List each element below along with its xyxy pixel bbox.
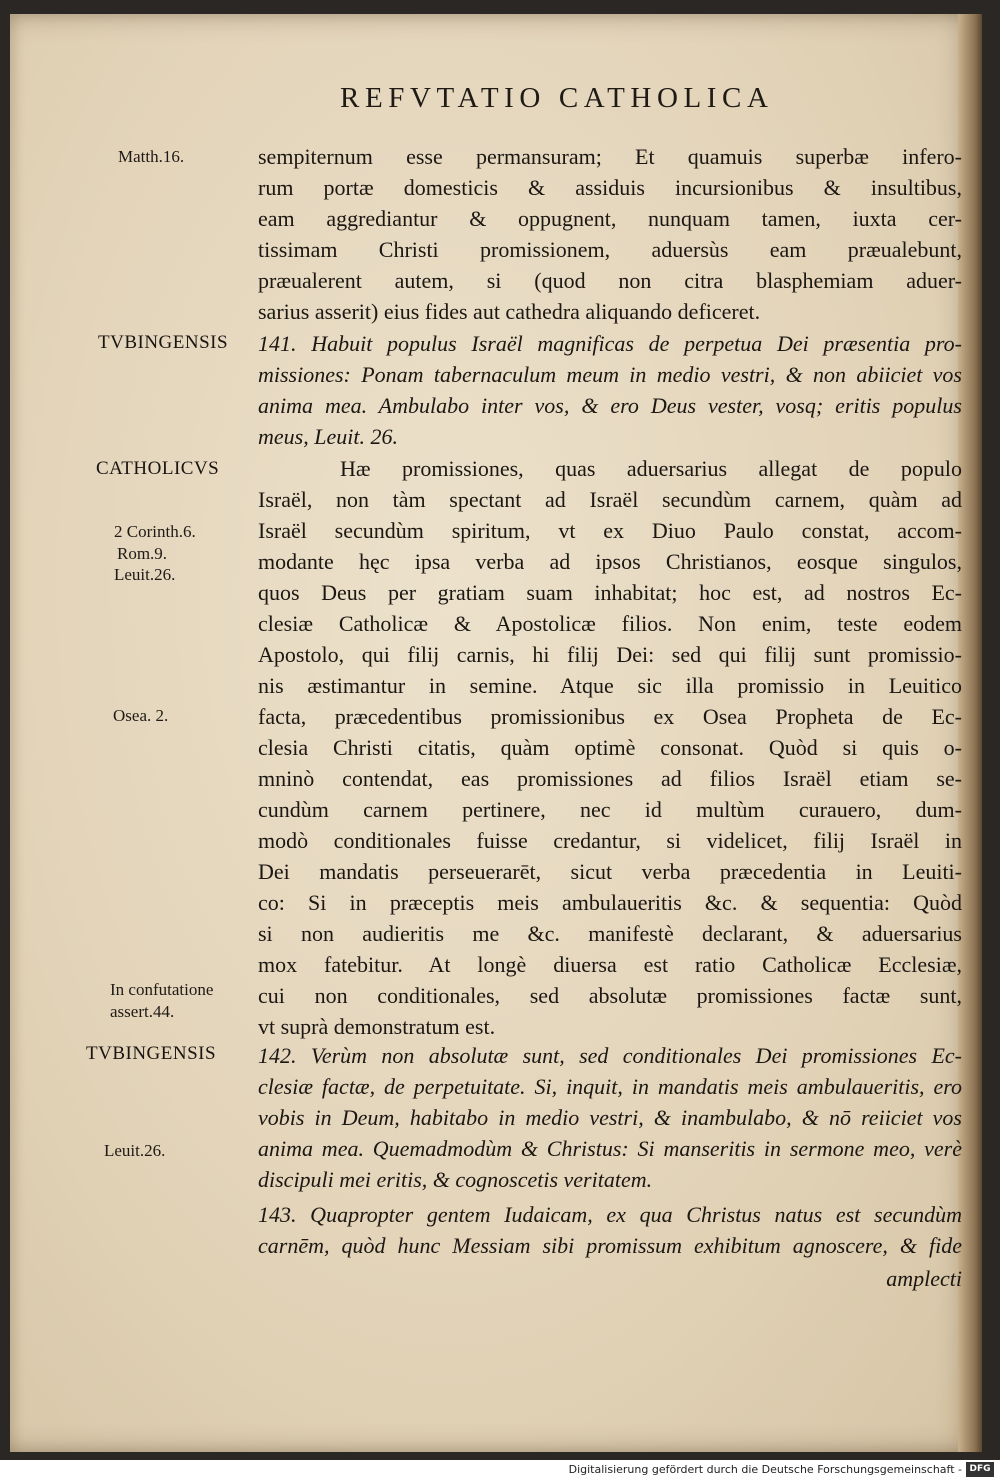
text-line: vobis in Deum, habitabo in medio vestri, & inambulabo, & nō reiiciet vos <box>258 1105 962 1130</box>
text-line: nis æstimantur in semine. Atque sic illa promissio in Leuitico <box>258 673 962 698</box>
text-line: cui non conditionales, sed absolutæ promissiones factæ sunt, <box>258 983 962 1008</box>
text-line: anima mea. Quemadmodùm & Christus: Si manseritis in sermone meo, verè <box>258 1136 962 1161</box>
margin-note: Rom.9. <box>117 544 168 563</box>
margin-note: Leuit.26. <box>104 1141 166 1160</box>
text-line: sarius asserit) eius fides aut cathedra aliquando deficeret. <box>258 299 761 324</box>
margin-note: Osea. 2. <box>113 706 169 725</box>
text-line: mox fatebitur. At longè diuersa est ratio Catholicæ Ecclesiæ, <box>258 952 962 977</box>
text-line: vt suprà demonstratum est. <box>258 1014 496 1039</box>
text-line: missiones: Ponam tabernaculum meum in medio vestri, & non abiiciet vos <box>258 362 962 387</box>
text-line: si non audieritis me &c. manifestè declarant, & aduersarius <box>258 921 962 946</box>
text-line: 143. Quapropter gentem Iudaicam, ex qua Christus natus est secundùm <box>258 1202 962 1227</box>
margin-note: Matth.16. <box>118 147 185 166</box>
text-line: clesia Christi citatis, quàm optimè consonat. Quòd si quis o- <box>258 735 962 760</box>
speaker-label: CATHOLICVS <box>96 458 220 479</box>
footer-credit: Digitalisierung gefördert durch die Deutsche Forschungsgemeinschaft - <box>568 1463 962 1476</box>
text-line: mninò contendat, eas promissiones ad filios Israël etiam se- <box>258 766 962 791</box>
text-line: Hæ promissiones, quas aduersarius allegat de populo <box>340 456 962 481</box>
speaker-label: TVBINGENSIS <box>86 1043 217 1064</box>
text-line: Dei mandatis perseuerarēt, sicut verba præcedentia in Leuiti- <box>258 859 962 884</box>
text-line: co: Si in præceptis meis ambulaueritis &c. & sequentia: Quòd <box>258 890 962 915</box>
catchword: amplecti <box>886 1266 962 1291</box>
running-head: REFVTATIO CATHOLICA <box>340 82 774 114</box>
text-line: carnēm, quòd hunc Messiam sibi promissum exhibitum agnoscere, & fide <box>258 1233 962 1258</box>
text-line: facta, præcedentibus promissionibus ex Osea Propheta de Ec- <box>258 704 962 729</box>
text-line: meus, Leuit. 26. <box>258 424 398 449</box>
text-line: rum portæ domesticis & assiduis incursionibus & insultibus, <box>258 175 962 200</box>
text-line: quos Deus per gratiam suam inhabitat; hoc est, ad nostros Ec- <box>258 580 962 605</box>
speaker-label: TVBINGENSIS <box>98 332 229 353</box>
text-line: tissimam Christi promissionem, aduersùs eam præualebunt, <box>258 237 962 262</box>
text-line: anima mea. Ambulabo inter vos, & ero Deus vester, vosq; eritis populus <box>258 393 962 418</box>
margin-note: 2 Corinth.6. <box>114 522 196 541</box>
text-line: Israël secundùm spiritum, vt ex Diuo Paulo constat, accom- <box>258 518 962 543</box>
text-line: sempiternum esse permansuram; Et quamuis superbæ infero- <box>258 144 962 169</box>
text-line: Apostolo, qui filij carnis, hi filij Dei: sed qui filij sunt promissio- <box>258 642 962 667</box>
text-line: cundùm carnem pertinere, nec id multùm curauero, dum- <box>258 797 962 822</box>
text-line: 141. Habuit populus Israël magnificas de perpetua Dei præsentia pro- <box>258 331 962 356</box>
text-line: Israël, non tàm spectant ad Israël secundùm carnem, quàm ad <box>258 487 962 512</box>
margin-note: Leuit.26. <box>114 565 176 584</box>
text-line: discipuli mei eritis, & cognoscetis veritatem. <box>258 1167 653 1192</box>
text-line: eam aggrediantur & oppugnent, nunquam tamen, iuxta cer- <box>258 206 962 231</box>
text-line: 142. Verùm non absolutæ sunt, sed conditionales Dei promissiones Ec- <box>258 1043 962 1068</box>
text-line: clesiæ factæ, de perpetuitate. Si, inquit, in mandatis meis ambulaueritis, ero <box>258 1074 962 1099</box>
text-line: clesiæ Catholicæ & Apostolicæ filios. Non enim, teste eodem <box>258 611 962 636</box>
margin-note: In confutatione <box>110 980 214 999</box>
margin-note: assert.44. <box>110 1002 175 1021</box>
text-line: modante hęc ipsa verba ad ipsos Christianos, eosque singulos, <box>258 549 962 574</box>
dfg-logo: DFG <box>966 1462 994 1477</box>
text-line: modò conditionales fuisse credantur, si videlicet, filij Israël in <box>258 828 962 853</box>
text-line: præualerent autem, si (quod non citra blasphemiam aduer- <box>258 268 962 293</box>
